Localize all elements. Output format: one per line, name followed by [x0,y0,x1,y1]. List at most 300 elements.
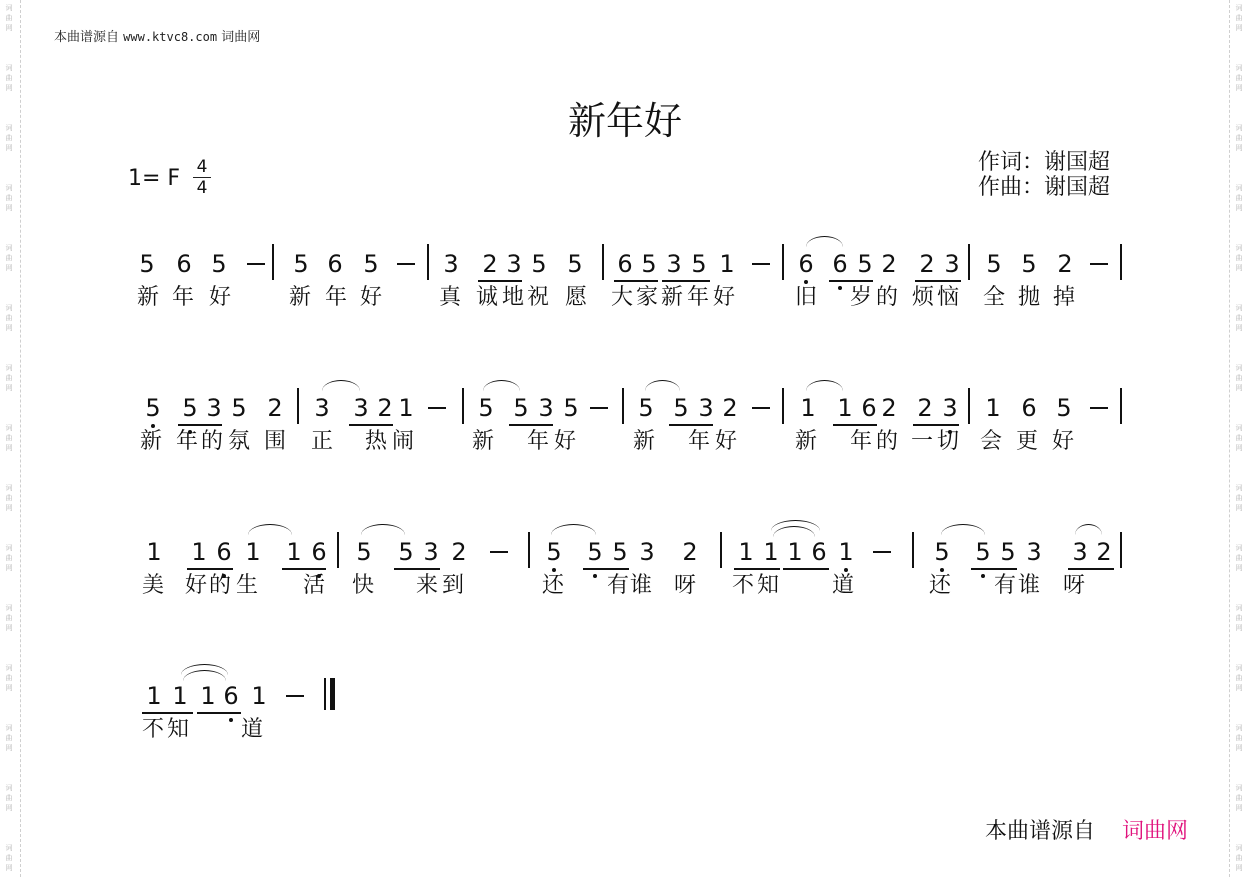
note-l3-8: 5 [398,538,414,566]
margin-watermark-char: 曲 [5,794,13,802]
lyric-l4-1: 不 [142,717,165,742]
lyric-l3-10: 有 [607,573,630,598]
lyric-l3-1: 美 [142,573,165,598]
lyric-l1-5: 年 [325,285,348,310]
underline-beam [734,568,780,570]
header-source-prefix: 本曲谱源自 [54,30,120,45]
margin-watermark-char: 词 [1235,184,1243,192]
lyric-l3-9: 还 [542,573,565,598]
sustain-dash [590,407,608,409]
note-l3-5: 1 [286,538,302,566]
margin-watermark-char: 词 [1235,364,1243,372]
note-l3-26: 2 [1096,538,1112,566]
margin-watermark-char: 词 [5,424,13,432]
margin-watermark-char: 曲 [1235,254,1243,262]
bar-line [528,532,530,568]
lyric-l2-20: 会 [980,429,1003,454]
margin-watermark-char: 网 [5,684,13,692]
note-l3-9: 3 [423,538,439,566]
note-l1-11: 5 [567,250,583,278]
note-l2-10: 5 [478,394,494,422]
margin-watermark-char: 曲 [1235,554,1243,562]
note-l1-13: 5 [641,250,657,278]
sustain-dash [397,263,415,265]
margin-watermark-char: 词 [1235,244,1243,252]
lyric-l3-8: 到 [442,573,465,598]
sustain-dash [1090,263,1108,265]
underline-beam [187,568,233,570]
underline-beam [662,280,710,282]
margin-watermark-char: 词 [5,304,13,312]
note-l3-1: 1 [146,538,162,566]
lyric-l3-6: 快 [352,573,375,598]
lyric-l1-1: 新 [137,285,160,310]
lyric-l1-3: 好 [209,285,232,310]
margin-watermark-char: 词 [1235,784,1243,792]
lyric-l3-14: 知 [757,573,780,598]
note-l1-7: 3 [443,250,459,278]
footer-source: 本曲谱源自 [985,819,1096,844]
lower-octave-dot [981,574,985,578]
note-l2-18: 1 [800,394,816,422]
lyric-l2-5: 围 [264,429,287,454]
underline-beam [394,568,440,570]
margin-watermark-char: 曲 [5,494,13,502]
lyric-l3-19: 呀 [1063,573,1086,598]
margin-watermark-char: 词 [5,664,13,672]
bar-line [602,244,604,280]
lower-octave-dot [940,568,944,572]
note-l2-14: 5 [638,394,654,422]
lyric-l1-23: 抛 [1018,285,1041,310]
sustain-dash [428,407,446,409]
margin-watermark-char: 曲 [5,74,13,82]
margin-watermark-char: 词 [1235,604,1243,612]
sustain-dash [490,551,508,553]
margin-watermark-char: 曲 [5,734,13,742]
note-l1-12: 6 [617,250,633,278]
bar-line [1120,388,1122,424]
margin-watermark-char: 网 [1235,804,1243,812]
note-l2-3: 3 [206,394,222,422]
lyric-l3-7: 来 [416,573,439,598]
lower-octave-dot [151,424,155,428]
lyric-l1-18: 岁 [850,285,873,310]
note-l1-2: 6 [176,250,192,278]
margin-watermark-char: 曲 [1235,314,1243,322]
margin-watermark-char: 曲 [5,674,13,682]
lyric-l1-9: 地 [502,285,525,310]
lyric-l3-18: 谁 [1018,573,1041,598]
underline-beam [915,280,961,282]
note-l2-25: 6 [1021,394,1037,422]
lower-octave-dot [552,568,556,572]
lyric-l3-12: 呀 [674,573,697,598]
margin-watermark-char: 词 [5,544,13,552]
margin-watermark-char: 网 [1235,504,1243,512]
sustain-dash [286,695,304,697]
underline-beam [142,712,193,714]
note-l1-5: 6 [327,250,343,278]
note-l2-17: 2 [722,394,738,422]
margin-watermark-char: 曲 [5,314,13,322]
note-l2-2: 5 [181,394,199,422]
note-l1-23: 5 [986,250,1002,278]
margin-watermark-char: 曲 [5,374,13,382]
sustain-dash [873,551,891,553]
margin-watermark-char: 网 [5,804,13,812]
margin-watermark-char: 词 [5,124,13,132]
lyric-l3-5: 活 [303,573,326,598]
margin-watermark-char: 网 [5,564,13,572]
margin-watermark-char: 曲 [5,614,13,622]
tie-slur [248,524,292,535]
tie-slur [322,380,360,391]
lyric-l2-17: 的 [876,429,899,454]
tie-slur [551,524,596,535]
lyric-l1-7: 真 [439,285,462,310]
lyric-l2-21: 更 [1016,429,1039,454]
note-l4-3: 1 [200,682,216,710]
lower-octave-dot [844,568,848,572]
margin-watermark-char: 网 [5,324,13,332]
margin-watermark-char: 词 [1235,724,1243,732]
note-l4-5: 1 [251,682,267,710]
margin-watermark-char: 词 [5,184,13,192]
lyric-l2-1: 新 [140,429,163,454]
lyric-l2-13: 年 [688,429,711,454]
lyric-l1-22: 全 [983,285,1006,310]
note-l3-3: 6 [215,538,233,566]
underline-beam [583,568,629,570]
lyric-l1-12: 大 [611,285,634,310]
note-l3-25: 3 [1072,538,1088,566]
lyric-l1-14: 新 [661,285,684,310]
lyric-l1-6: 好 [360,285,383,310]
margin-watermark-char: 曲 [5,194,13,202]
margin-watermark-char: 网 [1235,384,1243,392]
margin-watermark-char: 词 [5,484,13,492]
note-l2-5: 2 [267,394,283,422]
margin-watermark-char: 网 [5,144,13,152]
note-l1-19: 5 [857,250,873,278]
note-l1-16: 1 [719,250,735,278]
note-l3-20: 1 [837,538,855,566]
note-l1-15: 5 [691,250,707,278]
margin-watermark-char: 词 [5,364,13,372]
note-l2-23: 3 [941,394,959,422]
margin-watermark-char: 网 [5,444,13,452]
note-l2-11: 5 [513,394,529,422]
lyric-l2-11: 好 [554,429,577,454]
note-l2-1: 5 [144,394,162,422]
note-l1-22: 3 [944,250,960,278]
lyric-l1-24: 掉 [1053,285,1076,310]
margin-watermark-char: 网 [5,204,13,212]
margin-watermark-char: 曲 [1235,734,1243,742]
margin-watermark-char: 词 [5,244,13,252]
time-signature [193,158,211,197]
margin-watermark-char: 网 [5,84,13,92]
lyric-l2-6: 正 [311,429,334,454]
margin-watermark-char: 网 [5,264,13,272]
final-barline-thin [324,678,326,710]
margin-watermark-char: 网 [1235,744,1243,752]
underline-beam [509,424,553,426]
lyric-l2-10: 年 [527,429,550,454]
margin-watermark-char: 词 [5,4,13,12]
margin-watermark-char: 词 [5,844,13,852]
note-l3-18: 1 [787,538,803,566]
margin-watermark-char: 词 [1235,124,1243,132]
underline-beam [282,568,326,570]
note-l1-6: 5 [363,250,379,278]
note-l1-3: 5 [211,250,227,278]
margin-watermark-char: 网 [1235,84,1243,92]
note-l2-7: 3 [353,394,369,422]
margin-watermark-char: 网 [1235,204,1243,212]
margin-watermark-char: 曲 [5,434,13,442]
margin-watermark-char: 曲 [1235,434,1243,442]
lyric-l3-16: 还 [929,573,952,598]
note-l3-13: 5 [612,538,628,566]
margin-watermark-char: 网 [1235,144,1243,152]
lyric-l2-16: 年 [850,429,873,454]
lyric-l2-22: 好 [1052,429,1075,454]
lyric-l1-17: 旧 [795,285,818,310]
margin-watermark-char: 词 [1235,424,1243,432]
lyric-l1-15: 年 [687,285,710,310]
margin-watermark-char: 曲 [1235,794,1243,802]
margin-watermark-char: 网 [1235,564,1243,572]
margin-watermark-char: 词 [1235,544,1243,552]
tie-slur [483,380,520,391]
note-l3-19: 6 [811,538,827,566]
tie-slur [941,524,985,535]
note-l2-15: 5 [673,394,689,422]
note-l1-17: 6 [797,250,815,278]
margin-watermark-char: 网 [5,24,13,32]
lyric-l1-4: 新 [289,285,312,310]
lyric-l4-2: 知 [167,717,190,742]
margin-watermark-char: 曲 [1235,74,1243,82]
lyric-l3-3: 的 [209,573,232,598]
bar-line [272,244,274,280]
lyric-l2-12: 新 [633,429,656,454]
sustain-dash [1090,407,1108,409]
lyric-l3-4: 生 [236,573,259,598]
lower-octave-dot [593,574,597,578]
margin-watermark-char: 曲 [1235,614,1243,622]
lyric-l2-8: 闹 [392,429,415,454]
margin-watermark-char: 词 [1235,484,1243,492]
lyricist-credit: 作词：谢国超 [978,150,1111,175]
note-l1-14: 3 [666,250,682,278]
margin-watermark-char: 网 [5,504,13,512]
note-l2-16: 3 [698,394,714,422]
bar-line [912,532,914,568]
note-l1-4: 5 [293,250,309,278]
note-l2-20: 6 [861,394,877,422]
lyric-l3-11: 谁 [630,573,653,598]
underline-beam [614,280,658,282]
lyric-l1-19: 的 [876,285,899,310]
lyric-l1-2: 年 [172,285,195,310]
note-l1-24: 5 [1021,250,1037,278]
bar-line [782,388,784,424]
margin-watermark-char: 词 [1235,4,1243,12]
lyric-l2-19: 切 [937,429,960,454]
note-l3-14: 3 [639,538,655,566]
note-l1-20: 2 [881,250,897,278]
bar-line [622,388,624,424]
note-l3-17: 1 [763,538,779,566]
note-l3-11: 5 [545,538,563,566]
lyric-l1-11: 愿 [565,285,588,310]
note-l2-8: 2 [377,394,393,422]
note-l3-10: 2 [451,538,467,566]
lower-octave-dot [804,280,808,284]
note-l2-22: 2 [917,394,933,422]
underline-beam [349,424,393,426]
underline-beam [178,424,222,426]
note-l1-18: 6 [831,250,849,278]
header-site-name: 词曲网 [221,30,261,45]
sustain-dash [752,407,770,409]
margin-watermark-char: 网 [5,744,13,752]
bar-line [968,388,970,424]
lyric-l1-16: 好 [713,285,736,310]
note-l2-9: 1 [398,394,414,422]
margin-watermark-char: 词 [1235,64,1243,72]
time-signature-top: 4 [196,157,208,177]
margin-watermark-char: 曲 [1235,134,1243,142]
note-l3-24: 3 [1026,538,1042,566]
margin-watermark-char: 网 [1235,264,1243,272]
note-l3-15: 2 [682,538,698,566]
lyric-l2-18: 一 [911,429,934,454]
key-signature: 1= F [128,166,181,191]
bar-line [782,244,784,280]
note-l3-7: 5 [356,538,372,566]
lyric-l1-13: 家 [636,285,659,310]
margin-watermark-char: 词 [1235,664,1243,672]
underline-beam [197,712,241,714]
margin-watermark-char: 曲 [5,254,13,262]
underline-beam [478,280,522,282]
note-l2-6: 3 [314,394,330,422]
header-source-line [54,26,260,45]
note-l2-21: 2 [881,394,897,422]
note-l3-16: 1 [738,538,754,566]
bar-line [968,244,970,280]
margin-watermark-char: 曲 [1235,374,1243,382]
lyric-l2-4: 氛 [228,429,251,454]
margin-watermark-char: 曲 [1235,194,1243,202]
final-barline-thick [330,678,335,710]
margin-watermark-char: 词 [1235,304,1243,312]
margin-watermark-char: 曲 [5,134,13,142]
lyric-l2-3: 的 [201,429,224,454]
lyric-l1-21: 恼 [937,285,960,310]
margin-watermark-char: 网 [5,384,13,392]
margin-watermark-char: 词 [5,64,13,72]
lyric-l1-10: 祝 [527,285,550,310]
margin-watermark-char: 词 [5,784,13,792]
lyric-l2-7: 热 [365,429,388,454]
margin-watermark-char: 网 [1235,684,1243,692]
note-l4-4: 6 [222,682,240,710]
underline-beam [669,424,713,426]
margin-watermark-char: 曲 [5,554,13,562]
margin-watermark-char: 词 [1235,844,1243,852]
note-l1-8: 2 [482,250,498,278]
note-l2-4: 5 [231,394,247,422]
underline-beam [1068,568,1114,570]
underline-beam [833,424,877,426]
margin-watermark-char: 曲 [1235,14,1243,22]
bar-line [297,388,299,424]
note-l3-23: 5 [1000,538,1016,566]
note-l1-9: 3 [506,250,522,278]
tie-slur [806,236,843,247]
note-l1-10: 5 [531,250,547,278]
composer-credit: 作曲：谢国超 [978,175,1111,200]
margin-watermark-char: 网 [1235,324,1243,332]
margin-watermark-char: 网 [1235,864,1243,872]
lyric-l4-3: 道 [241,717,264,742]
lower-octave-dot [838,286,842,290]
bar-line [1120,532,1122,568]
bar-line [427,244,429,280]
lyric-l1-8: 诚 [476,285,499,310]
margin-watermark-char: 网 [1235,444,1243,452]
bar-line [337,532,339,568]
lyric-l2-15: 新 [795,429,818,454]
tie-slur [361,524,405,535]
sustain-dash [247,263,265,265]
lyric-l3-15: 道 [832,573,855,598]
note-l1-25: 2 [1057,250,1073,278]
note-l2-24: 1 [985,394,1001,422]
underline-beam [971,568,1017,570]
note-l3-6: 6 [310,538,328,566]
margin-watermark-char: 网 [1235,24,1243,32]
tie-slur [645,380,680,391]
time-signature-bottom: 4 [196,178,208,198]
margin-watermark-char: 曲 [1235,674,1243,682]
lyric-l3-2: 好 [185,573,208,598]
margin-watermark-char: 曲 [5,854,13,862]
footer-brand[interactable]: 词曲网 [1122,819,1189,844]
note-l3-4: 1 [245,538,261,566]
margin-watermark-char: 网 [5,624,13,632]
note-l2-13: 5 [563,394,579,422]
note-l3-12: 5 [586,538,604,566]
underline-beam [829,280,873,282]
underline-beam [913,424,959,426]
margin-watermark-char: 词 [5,724,13,732]
header-source-url[interactable]: www.ktvc8.com [123,30,218,44]
bar-line [462,388,464,424]
margin-watermark-char: 曲 [1235,494,1243,502]
note-l3-21: 5 [933,538,951,566]
tie-slur [806,380,843,391]
note-l1-1: 5 [139,250,155,278]
lyric-l1-20: 烦 [912,285,935,310]
tie-slur [1075,524,1102,535]
note-l3-2: 1 [191,538,207,566]
